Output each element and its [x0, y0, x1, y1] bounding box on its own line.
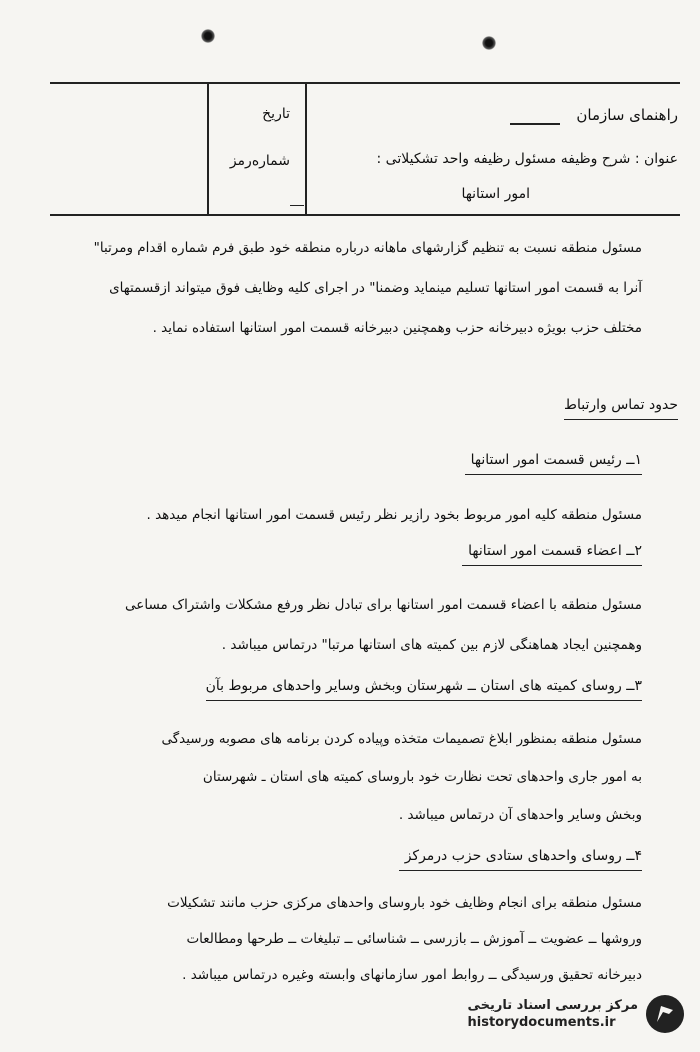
section-1-title: ۱ــ رئیس قسمت امور استانها	[465, 452, 642, 475]
body-line: وروشها ــ عضویت ــ آموزش ــ بازرسی ــ شناسائی ــ تبلیغات ــ طرحها ومطالعات	[186, 931, 642, 947]
org-title-dash	[510, 123, 560, 125]
body-line: مسئول منطقه کلیه امور مربوط بخود رازیر نظر رئیس قسمت امور استانها انجام میدهد .	[146, 507, 642, 523]
section-heading-text: حدود تماس وارتباط	[564, 397, 678, 420]
section-1-body	[70, 495, 642, 535]
body-line: به امور جاری واحدهای تحت نظارت خود باروسای کمیته های استان ـ شهرستان	[202, 769, 642, 785]
intro-line: آنرا به قسمت امور استانها تسلیم مینماید وضمنا" در اجرای کلیه وظایف فوق میتواند ازقسمتهای	[109, 280, 642, 296]
header-bottom-rule	[50, 214, 680, 216]
body-line: وبخش وسایر واحدهای آن درتماس میباشد .	[398, 807, 642, 823]
punch-hole-right	[482, 36, 496, 50]
intro-line: مختلف حزب بویژه دبیرخانه حزب وهمچنین دبیرخانه قسمت امور استانها استفاده نماید .	[152, 320, 642, 336]
unit-name-underline	[290, 205, 304, 206]
unit-name: امور استانها	[461, 186, 530, 202]
section-2-title-text: ۲ــ اعضاء قسمت امور استانها	[462, 543, 642, 566]
archive-watermark	[468, 994, 685, 1034]
section-4-title: ۴ــ روسای واحدهای ستادی حزب درمرکز	[399, 848, 642, 871]
section-3-title: ۳ــ روسای کمیته های استان ــ شهرستان وبخش وسایر واحدهای مربوط بآن	[206, 678, 642, 701]
watermark-title: مرکز بررسی اسناد تاریخی	[467, 998, 638, 1013]
intro-paragraph	[70, 228, 642, 348]
header-divider-right	[305, 82, 307, 214]
header-top-rule	[50, 82, 680, 84]
number-label: شماره‌رمز	[229, 153, 290, 169]
punch-hole-left	[201, 29, 215, 43]
body-line: دبیرخانه تحقیق ورسیدگی ــ روابط امور سازمانهای وابسته وغیره درتماس میباشد .	[182, 967, 642, 983]
archive-logo-icon	[646, 995, 684, 1033]
watermark-url: historydocuments.ir	[467, 1015, 616, 1030]
subject-line: عنوان : شرح وظیفه مسئول رظیفه واحد تشکیلاتی :	[376, 151, 678, 167]
header-divider-left	[207, 82, 209, 214]
body-line: مسئول منطقه برای انجام وظایف خود باروسای واحدهای مرکزی حزب مانند تشکیلات	[167, 895, 642, 911]
org-title: راهنمای سازمان	[576, 106, 678, 124]
body-line: وهمچنین ایجاد هماهنگی لازم بین کمیته های استانها مرتبا" درتماس میباشد .	[221, 637, 642, 653]
section-3-body	[70, 720, 642, 834]
section-2-body	[70, 585, 642, 665]
section-heading	[564, 397, 678, 420]
body-line: مسئول منطقه بمنظور ابلاغ تصمیمات متخذه وپیاده کردن برنامه های مصوبه ورسیدگی	[161, 731, 642, 747]
date-label: تاریخ	[262, 106, 290, 122]
section-4-body	[70, 885, 642, 993]
body-line: مسئول منطقه با اعضاء قسمت امور استانها برای تبادل نظر ورفع مشکلات واشتراک مساعی	[125, 597, 642, 613]
intro-line: مسئول منطقه نسبت به تنظیم گزارشهای ماهانه درباره منطقه خود طبق فرم شماره اقدام ومرتبا"	[93, 240, 642, 256]
